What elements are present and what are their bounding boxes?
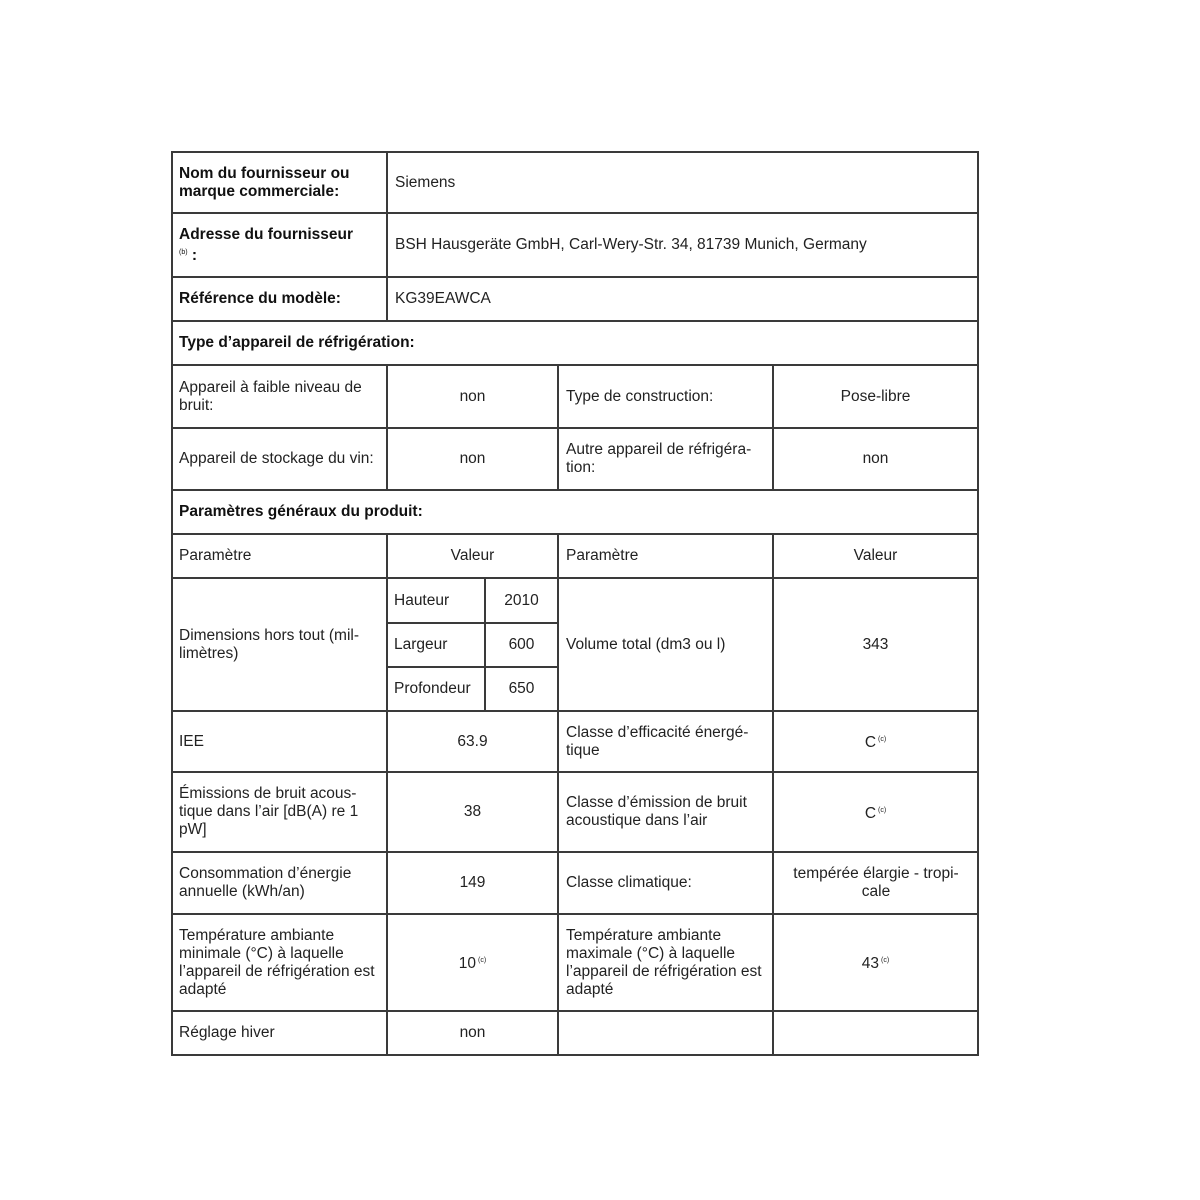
height-label: Hauteur bbox=[394, 591, 450, 609]
max-temperature-value: 43 $^{(c)}$ bbox=[861, 955, 890, 972]
min-temperature-label: Température ambiante minimale (°C) à laquelle l’appareil de réfrigération est adapté bbox=[179, 926, 375, 998]
supplier-name-value: Siemens bbox=[395, 174, 456, 191]
appliance-type-heading: Type d’appareil de réfrigération: bbox=[179, 334, 415, 351]
noise-emission-value: 38 bbox=[463, 803, 482, 820]
column-header-value-2: Valeur bbox=[853, 547, 898, 564]
volume-label: Volume total (dm3 ou l) bbox=[566, 635, 726, 653]
model-reference-label: Référence du modèle: bbox=[179, 290, 341, 307]
column-divider bbox=[557, 533, 559, 1056]
other-appliance-label: Autre appareil de réfrigéra-tion: bbox=[566, 441, 752, 476]
energy-class-value: C $^{(c)}$ bbox=[864, 734, 887, 751]
column-header-value: Valeur bbox=[450, 547, 495, 564]
climate-class-label: Classe climatique: bbox=[566, 874, 692, 891]
wine-storage-value: non bbox=[459, 450, 486, 467]
energy-consumption-label: Consommation d’énergie annuelle (kWh/an) bbox=[179, 865, 352, 900]
height-value: 2010 bbox=[504, 591, 539, 609]
winter-setting-label: Réglage hiver bbox=[179, 1024, 275, 1041]
supplier-name-label: Nom du fournisseur ou marque commerciale: bbox=[179, 165, 350, 200]
low-noise-label: Appareil à faible niveau de bruit: bbox=[179, 378, 362, 414]
noise-emission-label: Émissions de bruit acous-tique dans l’air [dB(A) re 1 pW] bbox=[179, 785, 359, 838]
wine-storage-label: Appareil de stockage du vin: bbox=[179, 450, 374, 467]
column-header-param-2: Paramètre bbox=[566, 547, 639, 564]
min-temperature-value: 10 $^{(c)}$ bbox=[458, 955, 487, 972]
depth-label: Profondeur bbox=[394, 680, 471, 697]
supplier-address-label: Adresse du fournisseur $^{(b)}$ : bbox=[179, 225, 353, 264]
column-header-param: Paramètre bbox=[179, 547, 252, 564]
column-divider bbox=[557, 364, 559, 490]
column-divider bbox=[386, 151, 388, 321]
dimensions-label: Dimensions hors tout (mil-limètres) bbox=[179, 626, 360, 662]
width-label: Largeur bbox=[394, 636, 448, 653]
supplier-address-value: BSH Hausgeräte GmbH, Carl-Wery-Str. 34, 81739 Munich, Germany bbox=[395, 236, 867, 253]
noise-class-value: C $^{(c)}$ bbox=[864, 804, 887, 822]
energy-consumption-value: 149 bbox=[459, 874, 486, 891]
depth-value: 650 bbox=[508, 680, 535, 697]
energy-class-label: Classe d’efficacité énergé-tique bbox=[566, 723, 749, 759]
model-reference-value: KG39EAWCA bbox=[395, 290, 491, 307]
iee-value: 63.9 bbox=[457, 732, 488, 750]
iee-label: IEE bbox=[179, 732, 204, 750]
max-temperature-label: Température ambiante maximale (°C) à laquelle l’appareil de réfrigération est adapté bbox=[566, 926, 762, 998]
width-value: 600 bbox=[508, 636, 535, 653]
construction-label: Type de construction: bbox=[566, 387, 714, 405]
climate-class-value: tempérée élargie - tropi-cale bbox=[793, 865, 959, 900]
other-appliance-value: non bbox=[862, 450, 889, 467]
construction-value: Pose-libre bbox=[840, 387, 911, 405]
volume-value: 343 bbox=[862, 635, 889, 653]
noise-class-label: Classe d’émission de bruit acoustique dans l’air bbox=[566, 794, 747, 829]
low-noise-value: non bbox=[459, 387, 486, 405]
general-params-heading: Paramètres généraux du produit: bbox=[179, 503, 423, 520]
winter-setting-value: non bbox=[459, 1024, 486, 1041]
